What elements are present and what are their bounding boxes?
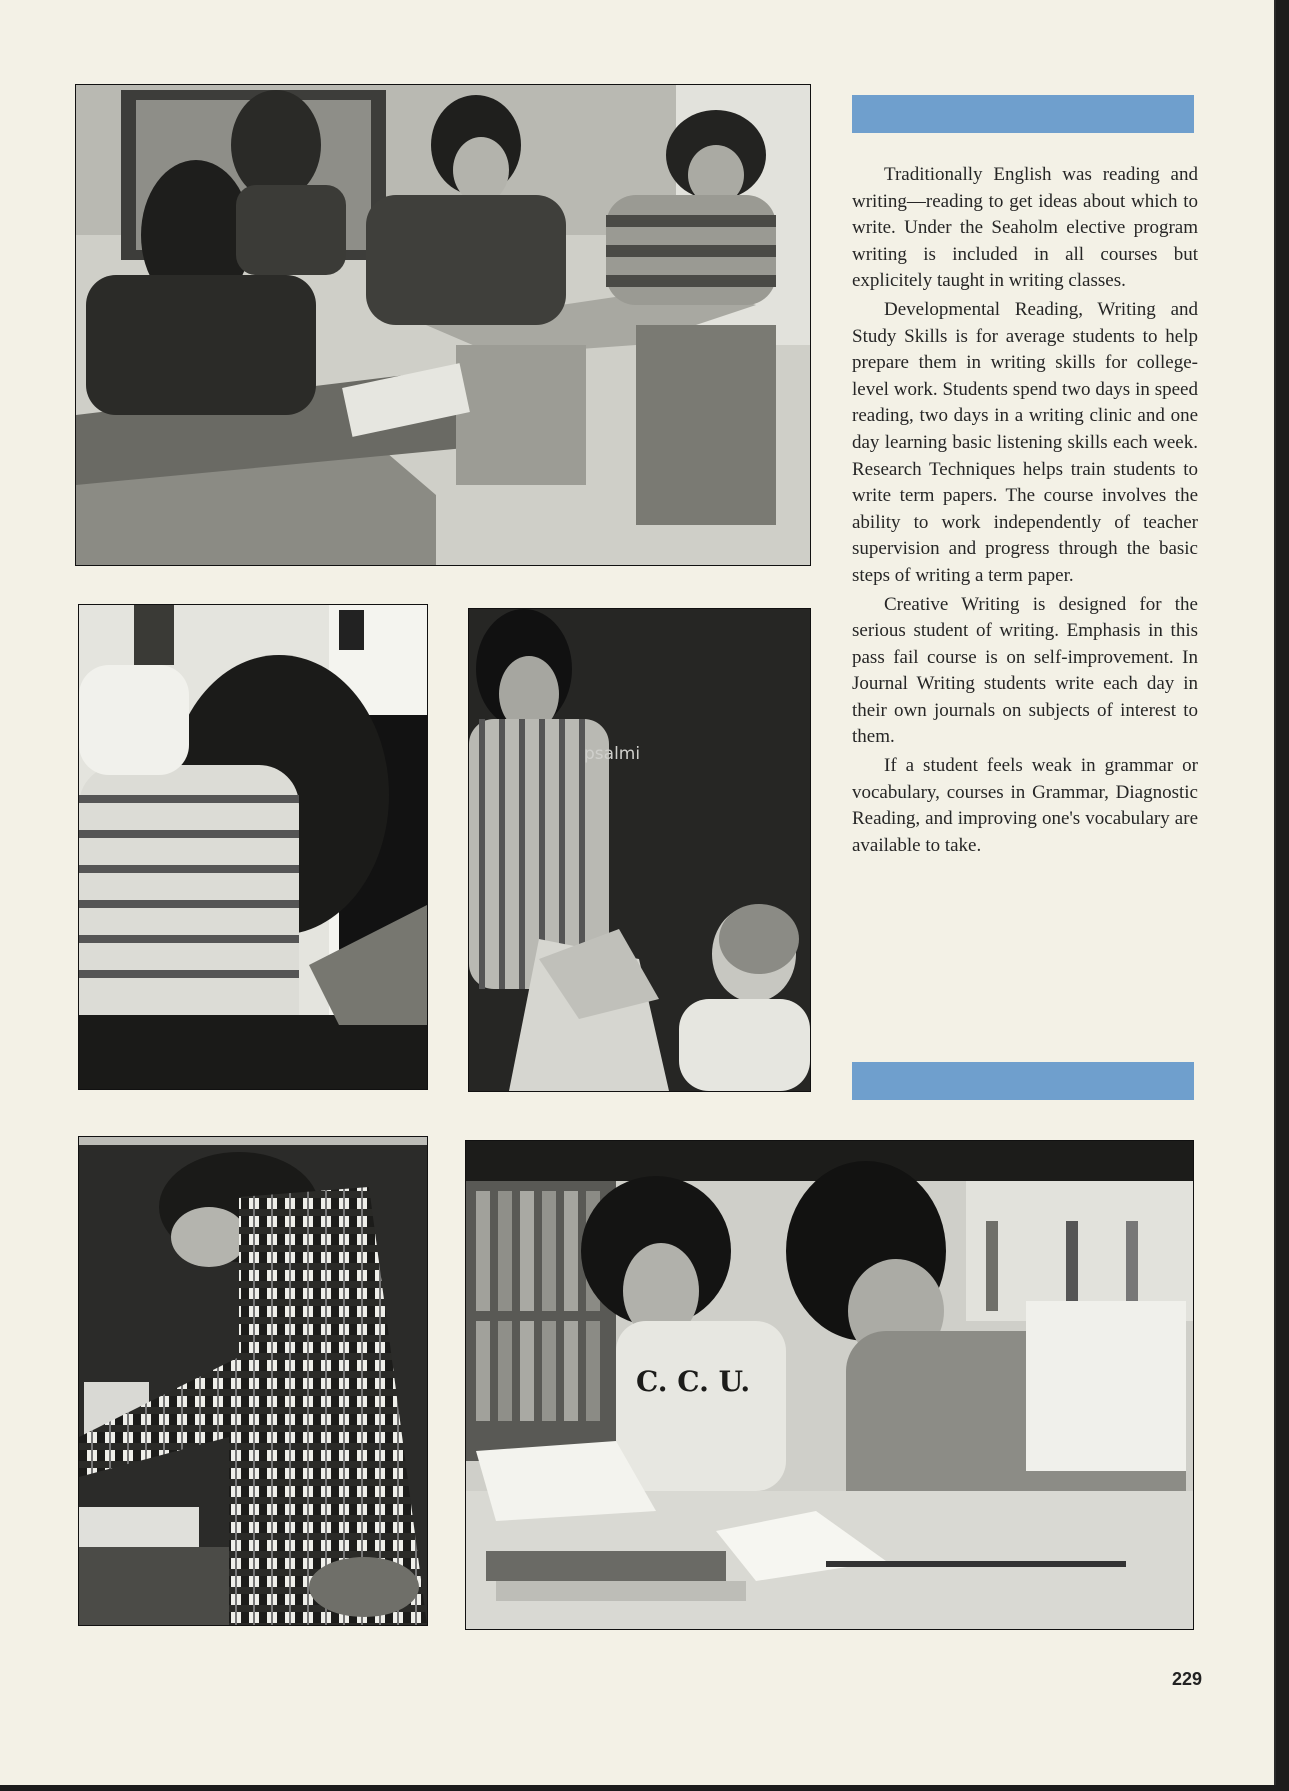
accent-bar-top xyxy=(852,95,1194,133)
photo-student-writing-at-desk xyxy=(78,604,428,1090)
paragraph-4: If a student feels weak in grammar or vocabulary, courses in Grammar, Diagnostic Reading, and improving one's vocabulary are available to take. xyxy=(852,755,1198,856)
photo-students-in-library xyxy=(465,1140,1194,1630)
paragraph-2: Developmental Reading, Writing and Study Skills is for average students to help prepare them in writing skills for college-level work. Students spend two days in speed reading, two days in a writing clinic and one day learning basic listening skills each week. Research Techniques helps train students to write term papers. The course involves the ability to work independently of teacher supervision and progress through the basic steps of writing a term paper. xyxy=(852,298,1198,586)
paragraph-3: Creative Writing is designed for the serious student of writing. Emphasis in this pass fail course is on self-improvement. In Journal Writing students write each day in their own journals on subjects of interest to them. xyxy=(852,593,1198,748)
page-number: 229 xyxy=(1172,1669,1203,1689)
photo-student-at-card-catalog xyxy=(78,1136,428,1626)
chalkboard-writing: psalmi xyxy=(584,744,641,764)
shirt-lettering: C. C. U. xyxy=(636,1365,751,1398)
accent-bar-bottom xyxy=(852,1062,1194,1100)
article-text xyxy=(852,162,1198,861)
paragraph-1: Traditionally English was reading and writing—reading to get ideas about which to write. Under the Seaholm elective program writing is included in all courses but explicitely taught in writing classes. xyxy=(852,164,1198,292)
photo-classroom-writing xyxy=(75,84,811,566)
photo-students-at-chalkboard xyxy=(468,608,811,1092)
